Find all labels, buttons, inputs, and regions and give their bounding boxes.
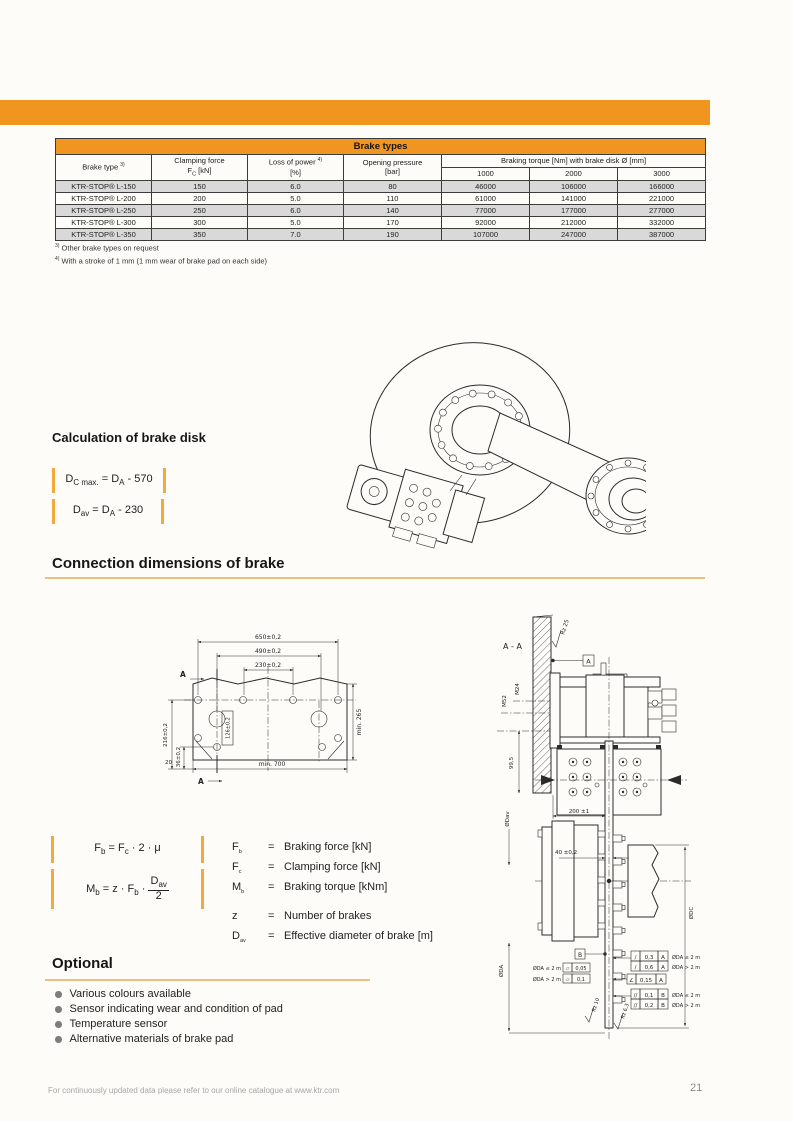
svg-text:/: / (634, 965, 637, 971)
dia-da-label: ØDA (499, 964, 505, 978)
svg-text:ØDA ≤ 2 m: ØDA ≤ 2 m (672, 993, 701, 999)
svg-text:0,15: 0,15 (639, 978, 653, 984)
brake-3d-drawing (330, 333, 646, 563)
shaft-section (628, 845, 659, 917)
svg-text:/: / (634, 955, 637, 961)
dim-min265: min. 265 (356, 708, 363, 736)
section-rule (45, 979, 370, 981)
footnotes (55, 241, 267, 266)
list-item: Sensor indicating wear and condition of pad (55, 1002, 455, 1017)
legend-row: $M_b$ = Braking torque [kNm] (232, 881, 388, 896)
svg-text:0,2: 0,2 (644, 1003, 654, 1009)
surface-finish-rz10: Rz 10 (591, 997, 602, 1013)
machine-wall (533, 617, 551, 793)
dim-216: 216±0,2 (163, 723, 169, 747)
tolerance-frame (631, 951, 700, 971)
header-accent-bar (0, 100, 710, 125)
dim-20: 20 (165, 760, 172, 766)
thread-m24: M24 (515, 683, 521, 695)
dim-99-5: 99,5 (509, 756, 515, 770)
datum-a-flag: A (586, 657, 591, 666)
col-disk-1000: 1000 (442, 167, 530, 180)
dia-dc-label: ØDC (689, 906, 695, 920)
table-row: KTR-STOP® L-300 300 5.0 170 92000 212000 332000 (56, 216, 706, 228)
table-row: KTR-STOP® L-350 350 7.0 190 107000 247000 387000 (56, 228, 706, 240)
svg-text:ØDA > 2 m: ØDA > 2 m (672, 1003, 701, 1009)
svg-text:▱: ▱ (565, 977, 570, 983)
section-aa-label: A - A (503, 642, 522, 651)
svg-text:ØDA ≤ 2 m: ØDA ≤ 2 m (672, 955, 701, 961)
table-row: KTR-STOP® L-150 150 6.0 80 46000 106000 166000 (56, 180, 706, 192)
dim-40: 40 ±0,2 (555, 850, 578, 856)
formula-accent-bar (201, 836, 204, 863)
section-aa-drawing (495, 613, 730, 1045)
formula-accent-bar (161, 499, 164, 524)
datum-b-flag: B (577, 952, 583, 959)
svg-text://: // (633, 1003, 638, 1009)
svg-text:∠: ∠ (629, 978, 634, 984)
bullet-icon (55, 991, 62, 998)
svg-text:0,05: 0,05 (575, 966, 587, 972)
svg-text:B: B (661, 1003, 665, 1009)
bullet-icon (55, 1006, 62, 1013)
dim-490: 490±0,2 (254, 648, 282, 655)
table-title: Brake types (56, 139, 706, 155)
section-rule (45, 577, 705, 579)
dim-min700: min. 700 (258, 761, 286, 768)
optional-heading: Optional (52, 955, 113, 972)
dim-36: 36±0,2 (176, 746, 182, 768)
list-item: Various colours available (55, 987, 455, 1002)
dim-650: 650±0,2 (254, 634, 282, 641)
tolerance-frame (631, 989, 700, 1009)
surface-finish-rz25: Rz 25 (560, 619, 571, 636)
formula-accent-bar (201, 869, 204, 909)
legend-row: z = Number of brakes (232, 909, 372, 922)
bullet-icon (55, 1036, 62, 1043)
footnote: $^{3)}$ Other brake types on request (55, 243, 159, 253)
footer-note: For continuously updated data please refer to our online catalogue at www.ktr.com (48, 1086, 340, 1095)
svg-text://: // (633, 993, 638, 999)
dia-dav-label: ØDav (505, 811, 511, 827)
hub-flange (538, 821, 605, 941)
svg-text:ØDA > 2 m: ØDA > 2 m (672, 965, 701, 971)
table-row: KTR-STOP® L-200 200 5.0 110 61000 141000 221000 (56, 192, 706, 204)
svg-text:▱: ▱ (565, 966, 570, 972)
col-clamping-force: Clamping force $F_C$ [kN] (152, 155, 248, 181)
section-label-a-top: A (180, 670, 186, 679)
col-braking-torque-group: Braking torque [Nm] with brake disk Ø [mm] (442, 155, 706, 168)
svg-text:A: A (661, 955, 665, 961)
svg-text:0,1: 0,1 (577, 977, 585, 983)
disk-bolts (613, 835, 625, 1003)
legend-row: $D_{av}$ = Effective diameter of brake [m] (232, 929, 433, 944)
svg-text:A: A (659, 978, 663, 984)
thread-m52: M52 (502, 695, 508, 707)
col-opening-pressure: Opening pressure [bar] (344, 155, 442, 181)
svg-text:0,3: 0,3 (644, 955, 654, 961)
dim-126: 126±0,2 (225, 717, 232, 739)
brake-types-table (55, 138, 706, 241)
surface-finish-rz63: Rz 6,3 (620, 1002, 631, 1020)
svg-text:A: A (661, 965, 665, 971)
formula-legend (232, 840, 472, 949)
table-row: KTR-STOP® L-250 250 6.0 140 77000 177000 277000 (56, 204, 706, 216)
list-item: Alternative materials of brake pad (55, 1032, 455, 1047)
mounting-plate-drawing (160, 623, 400, 798)
connection-heading: Connection dimensions of brake (52, 555, 285, 572)
col-brake-type: Brake type $^{3)}$ (56, 155, 152, 181)
svg-text:B: B (661, 993, 665, 999)
svg-text:0,1: 0,1 (644, 993, 654, 999)
formula-dcmax: $D_{C max.} = D_A - 570$ (52, 468, 166, 493)
legend-row: $F_b$ = Braking force [kN] (232, 841, 372, 856)
dim-230: 230±0,2 (254, 662, 282, 669)
tol-cond: ØDA > 2 m (532, 977, 561, 983)
calculation-heading: Calculation of brake disk (52, 430, 206, 445)
page-number: 21 (690, 1082, 703, 1094)
bullet-icon (55, 1021, 62, 1028)
tolerance-frame (627, 974, 666, 984)
col-disk-2000: 2000 (530, 167, 618, 180)
dim-200: 200 ±1 (568, 809, 590, 815)
legend-row: $F_c$ = Clamping force [kN] (232, 861, 381, 876)
formula-mb: $M_b = z \cdot F_b$ · $\frac{D_{av}}{2}$ (51, 869, 204, 909)
formula-dav: $D_{av} = D_A - 230$ (52, 499, 164, 524)
optional-list (55, 987, 455, 1047)
formula-fb: $F_b = F_c \cdot 2 \cdot \mu$ (51, 836, 204, 863)
footnote: $^{4)}$ With a stroke of 1 mm (1 mm wear of brake pad on each side) (55, 255, 268, 265)
tol-cond: ØDA ≤ 2 m (532, 966, 561, 972)
col-disk-3000: 3000 (618, 167, 706, 180)
list-item: Temperature sensor (55, 1017, 455, 1032)
col-loss-of-power: Loss of power $^{4)}$ [%] (248, 155, 344, 181)
svg-text:0,6: 0,6 (644, 965, 654, 971)
section-label-a-bottom: A (198, 777, 204, 786)
formula-accent-bar (163, 468, 166, 493)
